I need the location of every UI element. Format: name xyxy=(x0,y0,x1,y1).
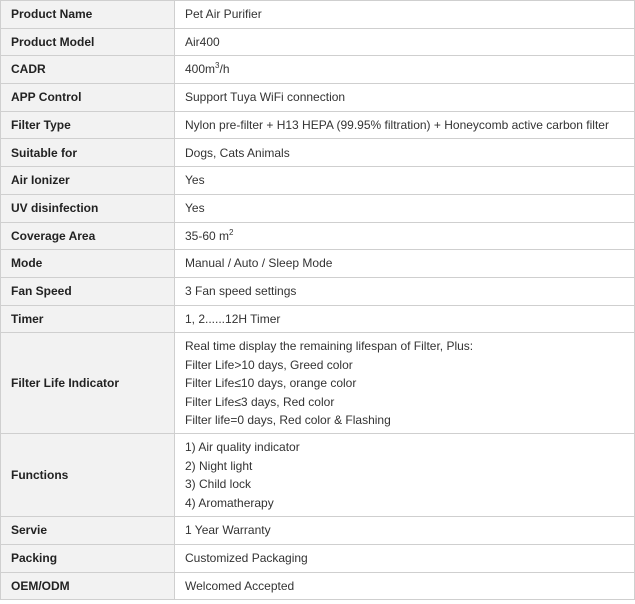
row-value: Welcomed Accepted xyxy=(175,572,635,600)
value-line: 4) Aromatherapy xyxy=(185,495,274,510)
row-value xyxy=(175,434,635,517)
value-line: 3) Child lock xyxy=(185,477,252,492)
table-row xyxy=(1,28,635,56)
row-value xyxy=(175,333,635,434)
table-row xyxy=(1,222,635,250)
row-value: Dogs, Cats Animals xyxy=(175,139,635,167)
value-line: Real time display the remaining lifespan of Filter, Plus: xyxy=(185,339,474,353)
row-label: Fan Speed xyxy=(1,277,175,305)
row-label: OEM/ODM xyxy=(1,572,175,600)
table-row xyxy=(1,1,635,29)
value-suffix: /h xyxy=(219,62,230,77)
row-value: Yes xyxy=(175,167,635,195)
value-text: 400m xyxy=(185,62,216,77)
row-label: Filter Life Indicator xyxy=(1,333,175,434)
row-label: APP Control xyxy=(1,84,175,112)
table-row xyxy=(1,333,635,434)
row-label: Suitable for xyxy=(1,139,175,167)
table-row xyxy=(1,56,635,84)
value-line: Filter Life≤3 days, Red color xyxy=(185,394,335,409)
row-label: Functions xyxy=(1,434,175,517)
table-row xyxy=(1,194,635,222)
row-value: Customized Packaging xyxy=(175,544,635,572)
table-row xyxy=(1,84,635,112)
row-value: Support Tuya WiFi connection xyxy=(175,84,635,112)
table-row xyxy=(1,517,635,545)
table-row xyxy=(1,167,635,195)
table-row xyxy=(1,250,635,278)
table-row xyxy=(1,572,635,600)
row-value: Yes xyxy=(175,194,635,222)
row-label: Mode xyxy=(1,250,175,278)
row-value: Nylon pre-filter + H13 HEPA (99.95% filtration) + Honeycomb active carbon filter xyxy=(175,111,635,139)
value-line: Filter Life≤10 days, orange color xyxy=(185,376,357,390)
row-label: Air Ionizer xyxy=(1,167,175,195)
table-row xyxy=(1,139,635,167)
table-row xyxy=(1,434,635,517)
table-row xyxy=(1,305,635,333)
row-value: Air400 xyxy=(175,28,635,56)
row-label: Product Name xyxy=(1,1,175,29)
row-value xyxy=(175,56,635,84)
row-label: UV disinfection xyxy=(1,194,175,222)
row-value xyxy=(175,222,635,250)
row-label: Coverage Area xyxy=(1,222,175,250)
value-superscript: 3 xyxy=(215,61,220,71)
row-value: 1, 2......12H Timer xyxy=(175,305,635,333)
table-row xyxy=(1,111,635,139)
row-label: Timer xyxy=(1,305,175,333)
row-value: Pet Air Purifier xyxy=(175,1,635,29)
row-value: 3 Fan speed settings xyxy=(175,277,635,305)
value-superscript: 2 xyxy=(229,227,234,237)
row-label: Filter Type xyxy=(1,111,175,139)
table-row xyxy=(1,277,635,305)
row-label: CADR xyxy=(1,56,175,84)
value-line: Filter life=0 days, Red color & Flashing xyxy=(185,413,391,427)
row-label: Packing xyxy=(1,544,175,572)
value-line: Filter Life>10 days, Greed color xyxy=(185,357,353,372)
row-value: 1 Year Warranty xyxy=(175,517,635,545)
row-label: Servie xyxy=(1,517,175,545)
row-value: Manual / Auto / Sleep Mode xyxy=(175,250,635,278)
value-line: 2) Night light xyxy=(185,458,253,473)
value-text: 35-60 m xyxy=(185,228,230,243)
row-label: Product Model xyxy=(1,28,175,56)
value-line: 1) Air quality indicator xyxy=(185,440,300,455)
table-row xyxy=(1,544,635,572)
